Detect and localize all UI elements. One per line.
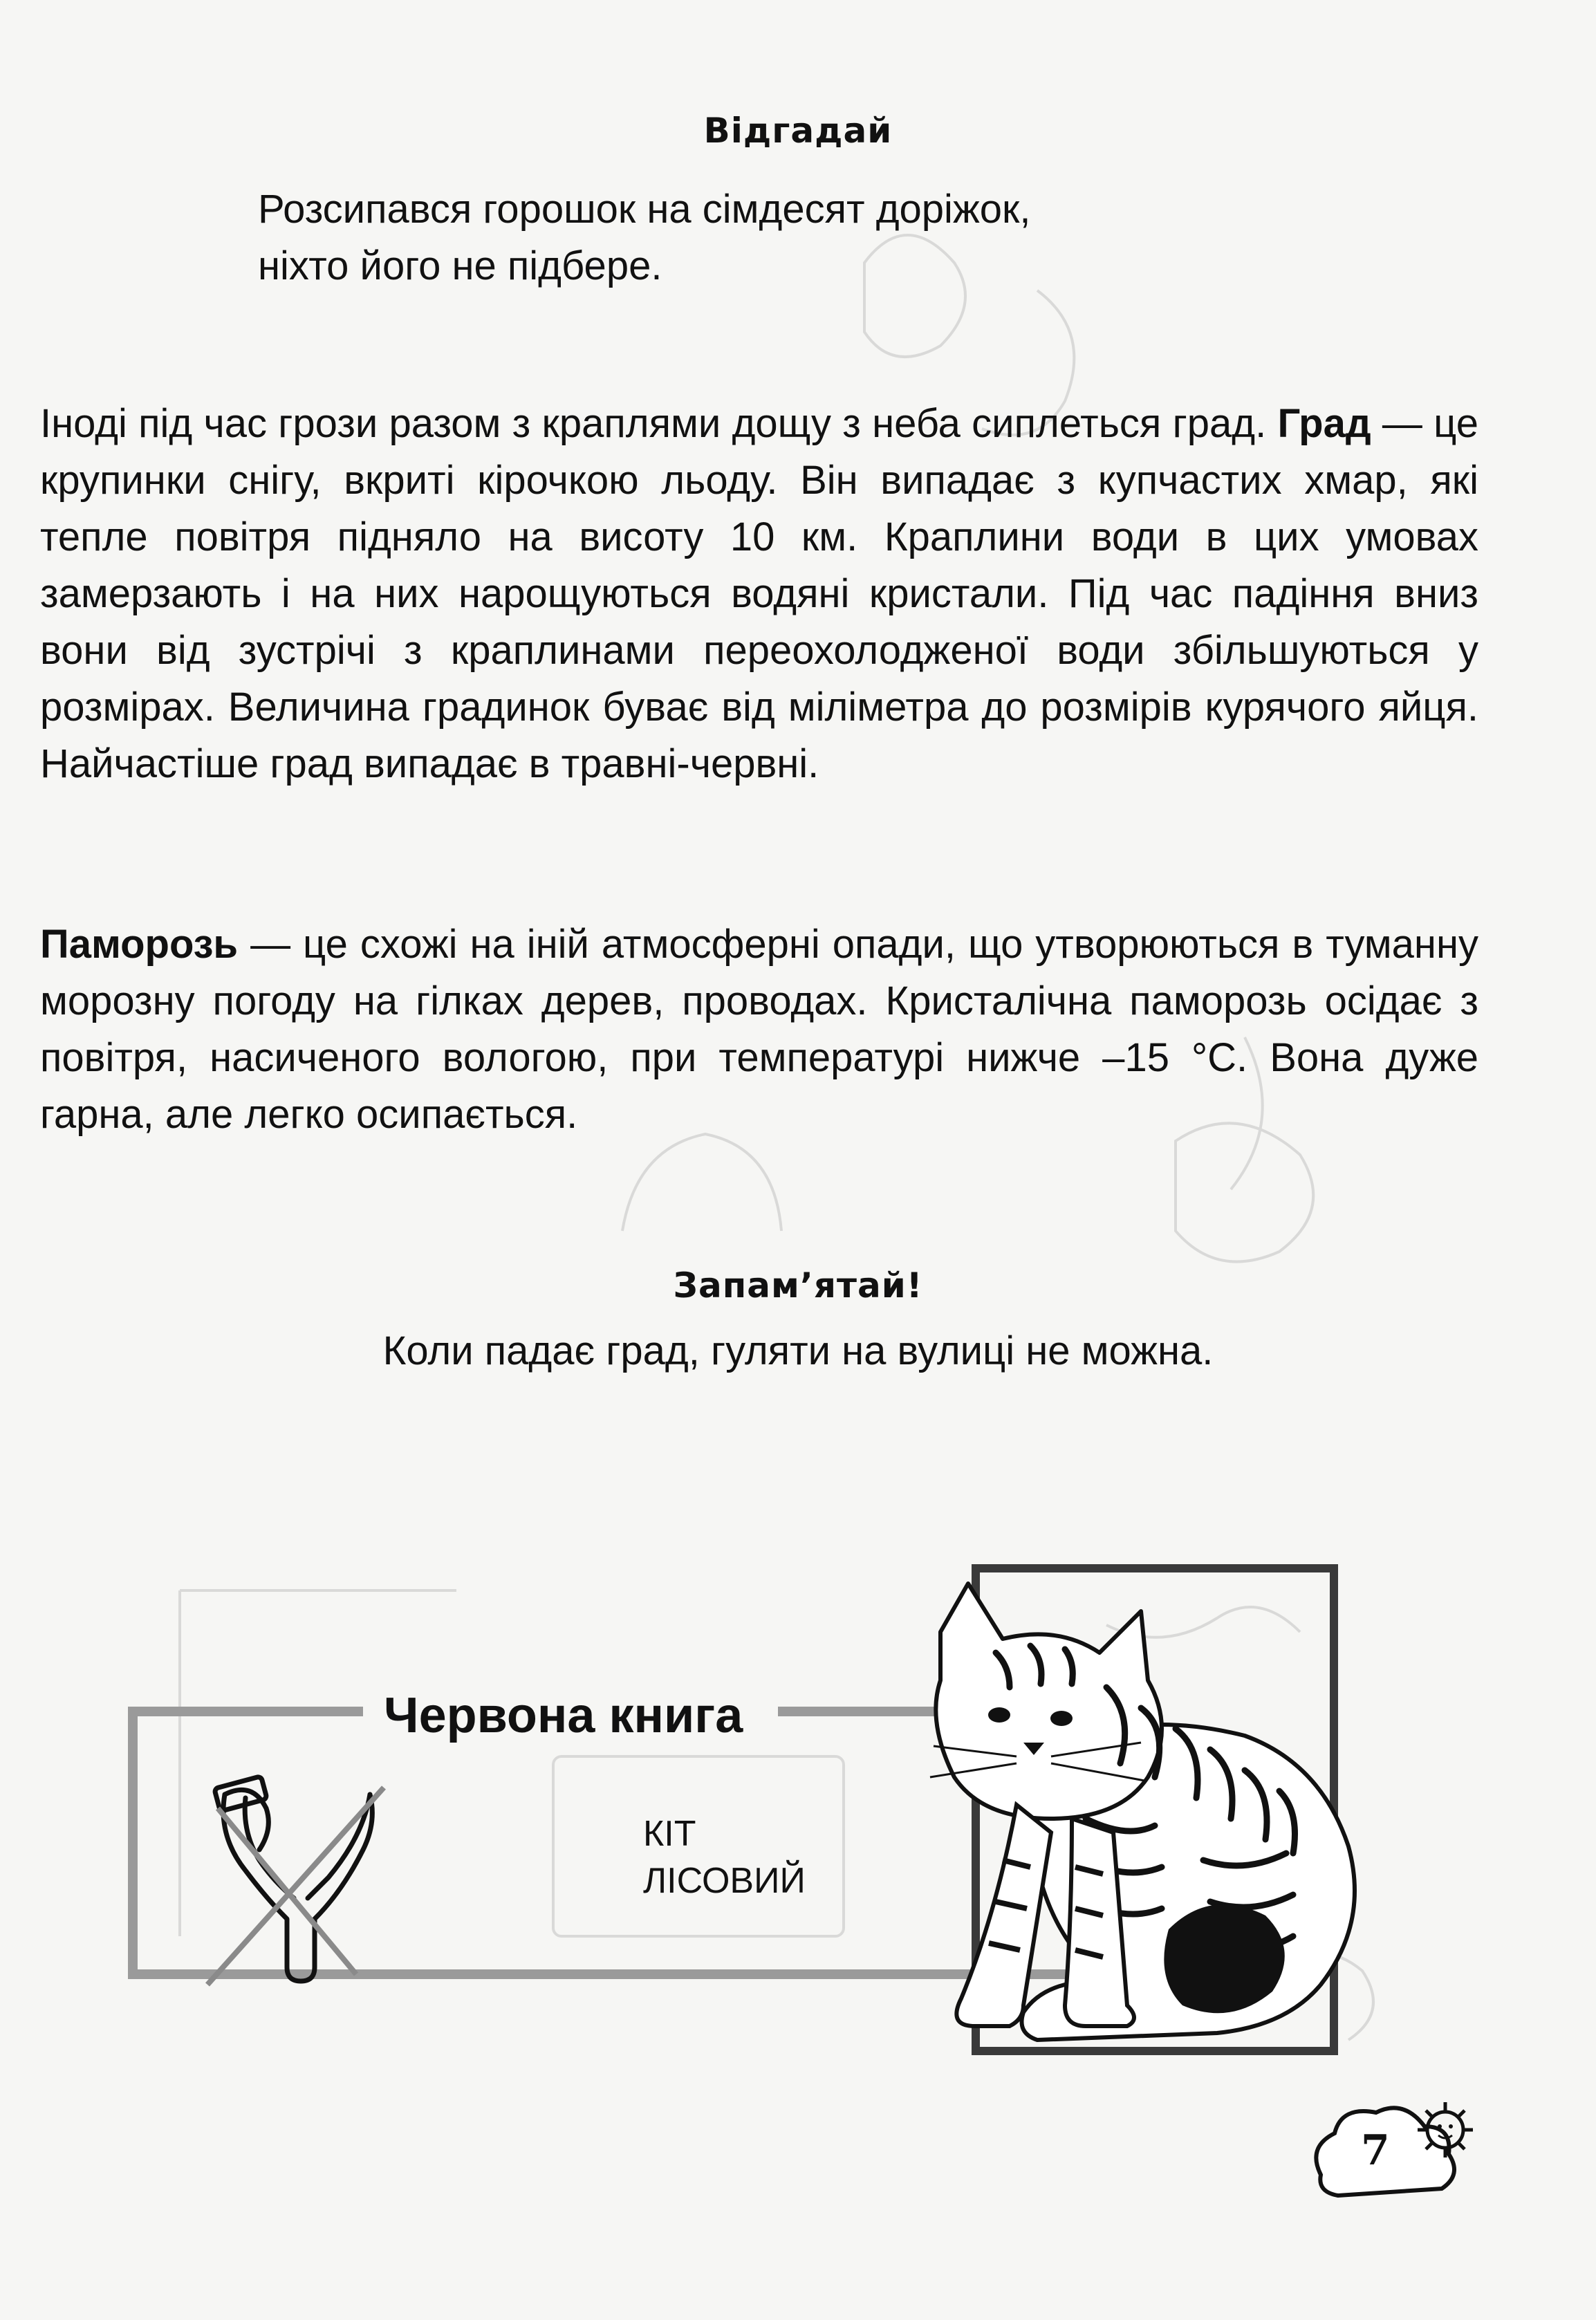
remember-text: Коли падає град, гуляти на вулиці не можна. [382, 1328, 1214, 1373]
riddle-text [258, 181, 1295, 295]
hail-body: — це крупинки снігу, вкриті кірочкою льоду. Він випадає з купчастих хмар, які тепле повітря підняло на висоту 10 км. Краплини води в цих умовах замерзають і на них нарощуються водяні кристали. Під час падіння вниз вони від зустрічі з краплинами переохолодженої води збільшуються у розмірах. Величина градинок буває від міліметра до розмірів курячого яйця. Найчастіше град випадає в травні-червні. [40, 401, 1478, 786]
species-line: ЛІСОВИЙ [643, 1861, 806, 1901]
riddle-heading: Відгадай [703, 111, 893, 151]
hail-paragraph [40, 396, 1478, 792]
frost-paragraph [40, 916, 1478, 1143]
wildcat-illustration [878, 1570, 1376, 2071]
crossed-slingshot-icon [197, 1767, 405, 1998]
species-name [643, 1810, 806, 1904]
hail-intro: Іноді під час грози разом з краплями дощу з неба сиплеться град. [40, 401, 1278, 446]
remember-heading: Запам’ятай! [673, 1265, 923, 1306]
frame-edge [128, 1707, 363, 1716]
frost-body: — це схожі на іній атмосферні опади, що утворюються в туманну морозну погоду на гілках дерев, проводах. Кристалічна паморозь осідає з повітря, насиченого вологою, при температурі нижче –15 °С. Вона дуже гарна, але легко осипається. [40, 922, 1478, 1137]
page-number-badge [1307, 2099, 1487, 2213]
riddle-line: ніхто його не підбере. [258, 243, 662, 288]
species-line: КІТ [643, 1814, 696, 1854]
hail-term: Град [1277, 401, 1371, 446]
page-number: 7 [1361, 2126, 1390, 2175]
riddle-line: Розсипався горошок на сімдесят доріжок, [258, 187, 1031, 232]
frost-term: Паморозь [40, 922, 239, 967]
red-book-title: Червона книга [384, 1688, 743, 1743]
